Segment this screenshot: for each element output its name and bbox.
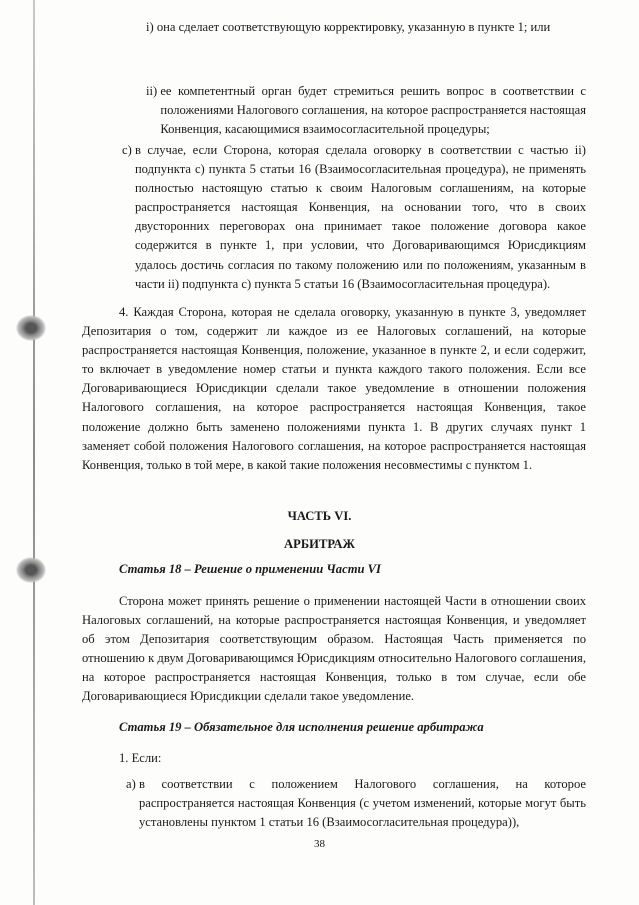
item-c-text: в случае, если Сторона, которая сделала оговорку в соответствии с частью ii) подпункта c) пункта 5 статьи 16 (Взаимосогласительная процедура), не применять полностью настоящую статью к своим Налоговым соглашениям, на которые распространяется настоящая Конвенция, на основании того, что в своих двусторонних переговорах она принимает такое положение договора какое содержится в пункте 1, при условии, что Договаривающимся Юрисдикциям удалось достичь согласия по такому положению или по положениям, указанным в части ii) подпункта c) пункта 5 статьи 16 (Взаимосогласительная процедура).: [134, 143, 586, 291]
binder-clip-icon: [16, 557, 46, 583]
subitem-ii-text: ее компетентный орган будет стремиться решить вопрос в соответствии с положениями Налогового соглашения, на которое распространяется настоящая Конвенция, касающимися взаимосогласительной процедуры;: [160, 84, 586, 137]
paragraph-4: 4. Каждая Сторона, которая не сделала оговорку, указанную в пункте 3, уведомляет Депозитария о том, содержит ли каждое из ее Налоговых соглашений, на которые распространяется настоящая Конвенция, положение, указанное в пункте 2, и если содержит, то включает в уведомление номер статьи и пункта каждого такого положения. Если все Договаривающиеся Юрисдикции сделали такое уведомление в отношении положения Налогового соглашения, на которое распространяется настоящая Конвенция, такое положение должно быть заменено положениями пункта 1. В других случаях пункт 1 заменяет собой положения Налогового соглашения, на которое распространяется настоящая Конвенция, только в той мере, в какой такие положения несовместимы с пунктом 1.: [82, 305, 586, 472]
article-19-item-a: [126, 775, 586, 832]
article-19-item-a-text: в соответствии с положением Налогового соглашения, на которое распространяется настоящая Конвенция (с учетом изменений, которые могут быть установлены пунктом 1 статьи 16 (Взаимосогласительная процедура)),: [138, 777, 586, 830]
article-19-item-a-label: a): [126, 777, 139, 791]
article-19-item-1: 1. Если:: [119, 751, 162, 765]
article-19-title: Статья 19 – Обязательное для исполнения решение арбитража: [119, 720, 484, 734]
part-title: АРБИТРАЖ: [284, 537, 355, 551]
item-c: [122, 141, 586, 294]
article-18-title: Статья 18 – Решение о применении Части VI: [119, 562, 381, 576]
binding-edge: [33, 0, 35, 905]
part-heading: ЧАСТЬ VI.: [287, 509, 352, 523]
subitem-i: i) она сделает соответствующую корректировку, указанную в пункте 1; или: [146, 20, 551, 34]
subitem-ii: [146, 82, 586, 139]
subitem-ii-label: ii): [146, 84, 161, 98]
binder-clip-icon: [16, 315, 46, 341]
article-18-text: Сторона может принять решение о применении настоящей Части в отношении своих Налоговых соглашений, на которые распространяется настоящая Конвенция, и уведомляет об этом Депозитария соответствующим образом. Настоящая Часть применяется по отношению к двум Договаривающимся Юрисдикциям относительно Налогового соглашения, на которое распространяется настоящая Конвенция, только в том случае, если обе Договаривающиеся Юрисдикции сделали такое уведомление.: [82, 594, 586, 704]
item-c-label: c): [122, 143, 135, 157]
page-number: 38: [314, 838, 325, 850]
